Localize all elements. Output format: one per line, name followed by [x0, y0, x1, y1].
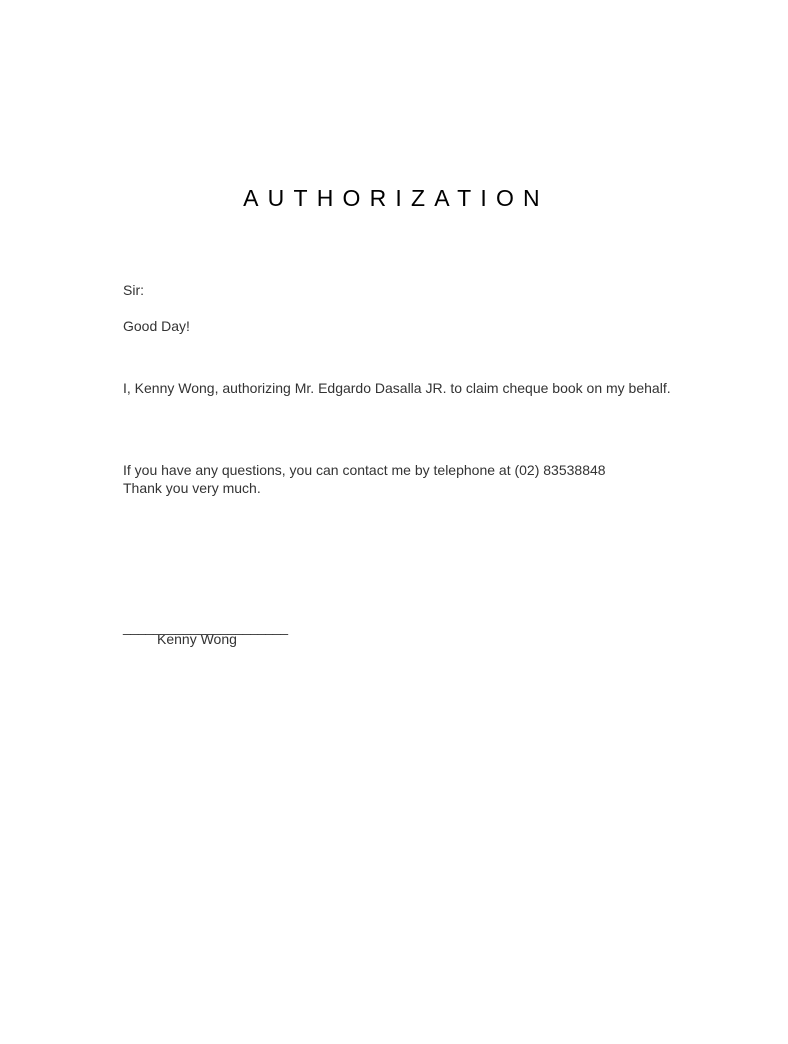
closing-line: Thank you very much. [123, 480, 261, 496]
contact-paragraph [123, 461, 606, 497]
signature-line: ______________________ [123, 619, 288, 635]
authorization-paragraph: I, Kenny Wong, authorizing Mr. Edgardo Dasalla JR. to claim cheque book on my behalf. [123, 380, 671, 396]
document-title: AUTHORIZATION [243, 185, 549, 212]
salutation: Sir: [123, 282, 144, 298]
signatory-name: Kenny Wong [157, 631, 237, 647]
greeting: Good Day! [123, 318, 190, 334]
contact-line: If you have any questions, you can contact me by telephone at (02) 83538848 [123, 462, 606, 478]
